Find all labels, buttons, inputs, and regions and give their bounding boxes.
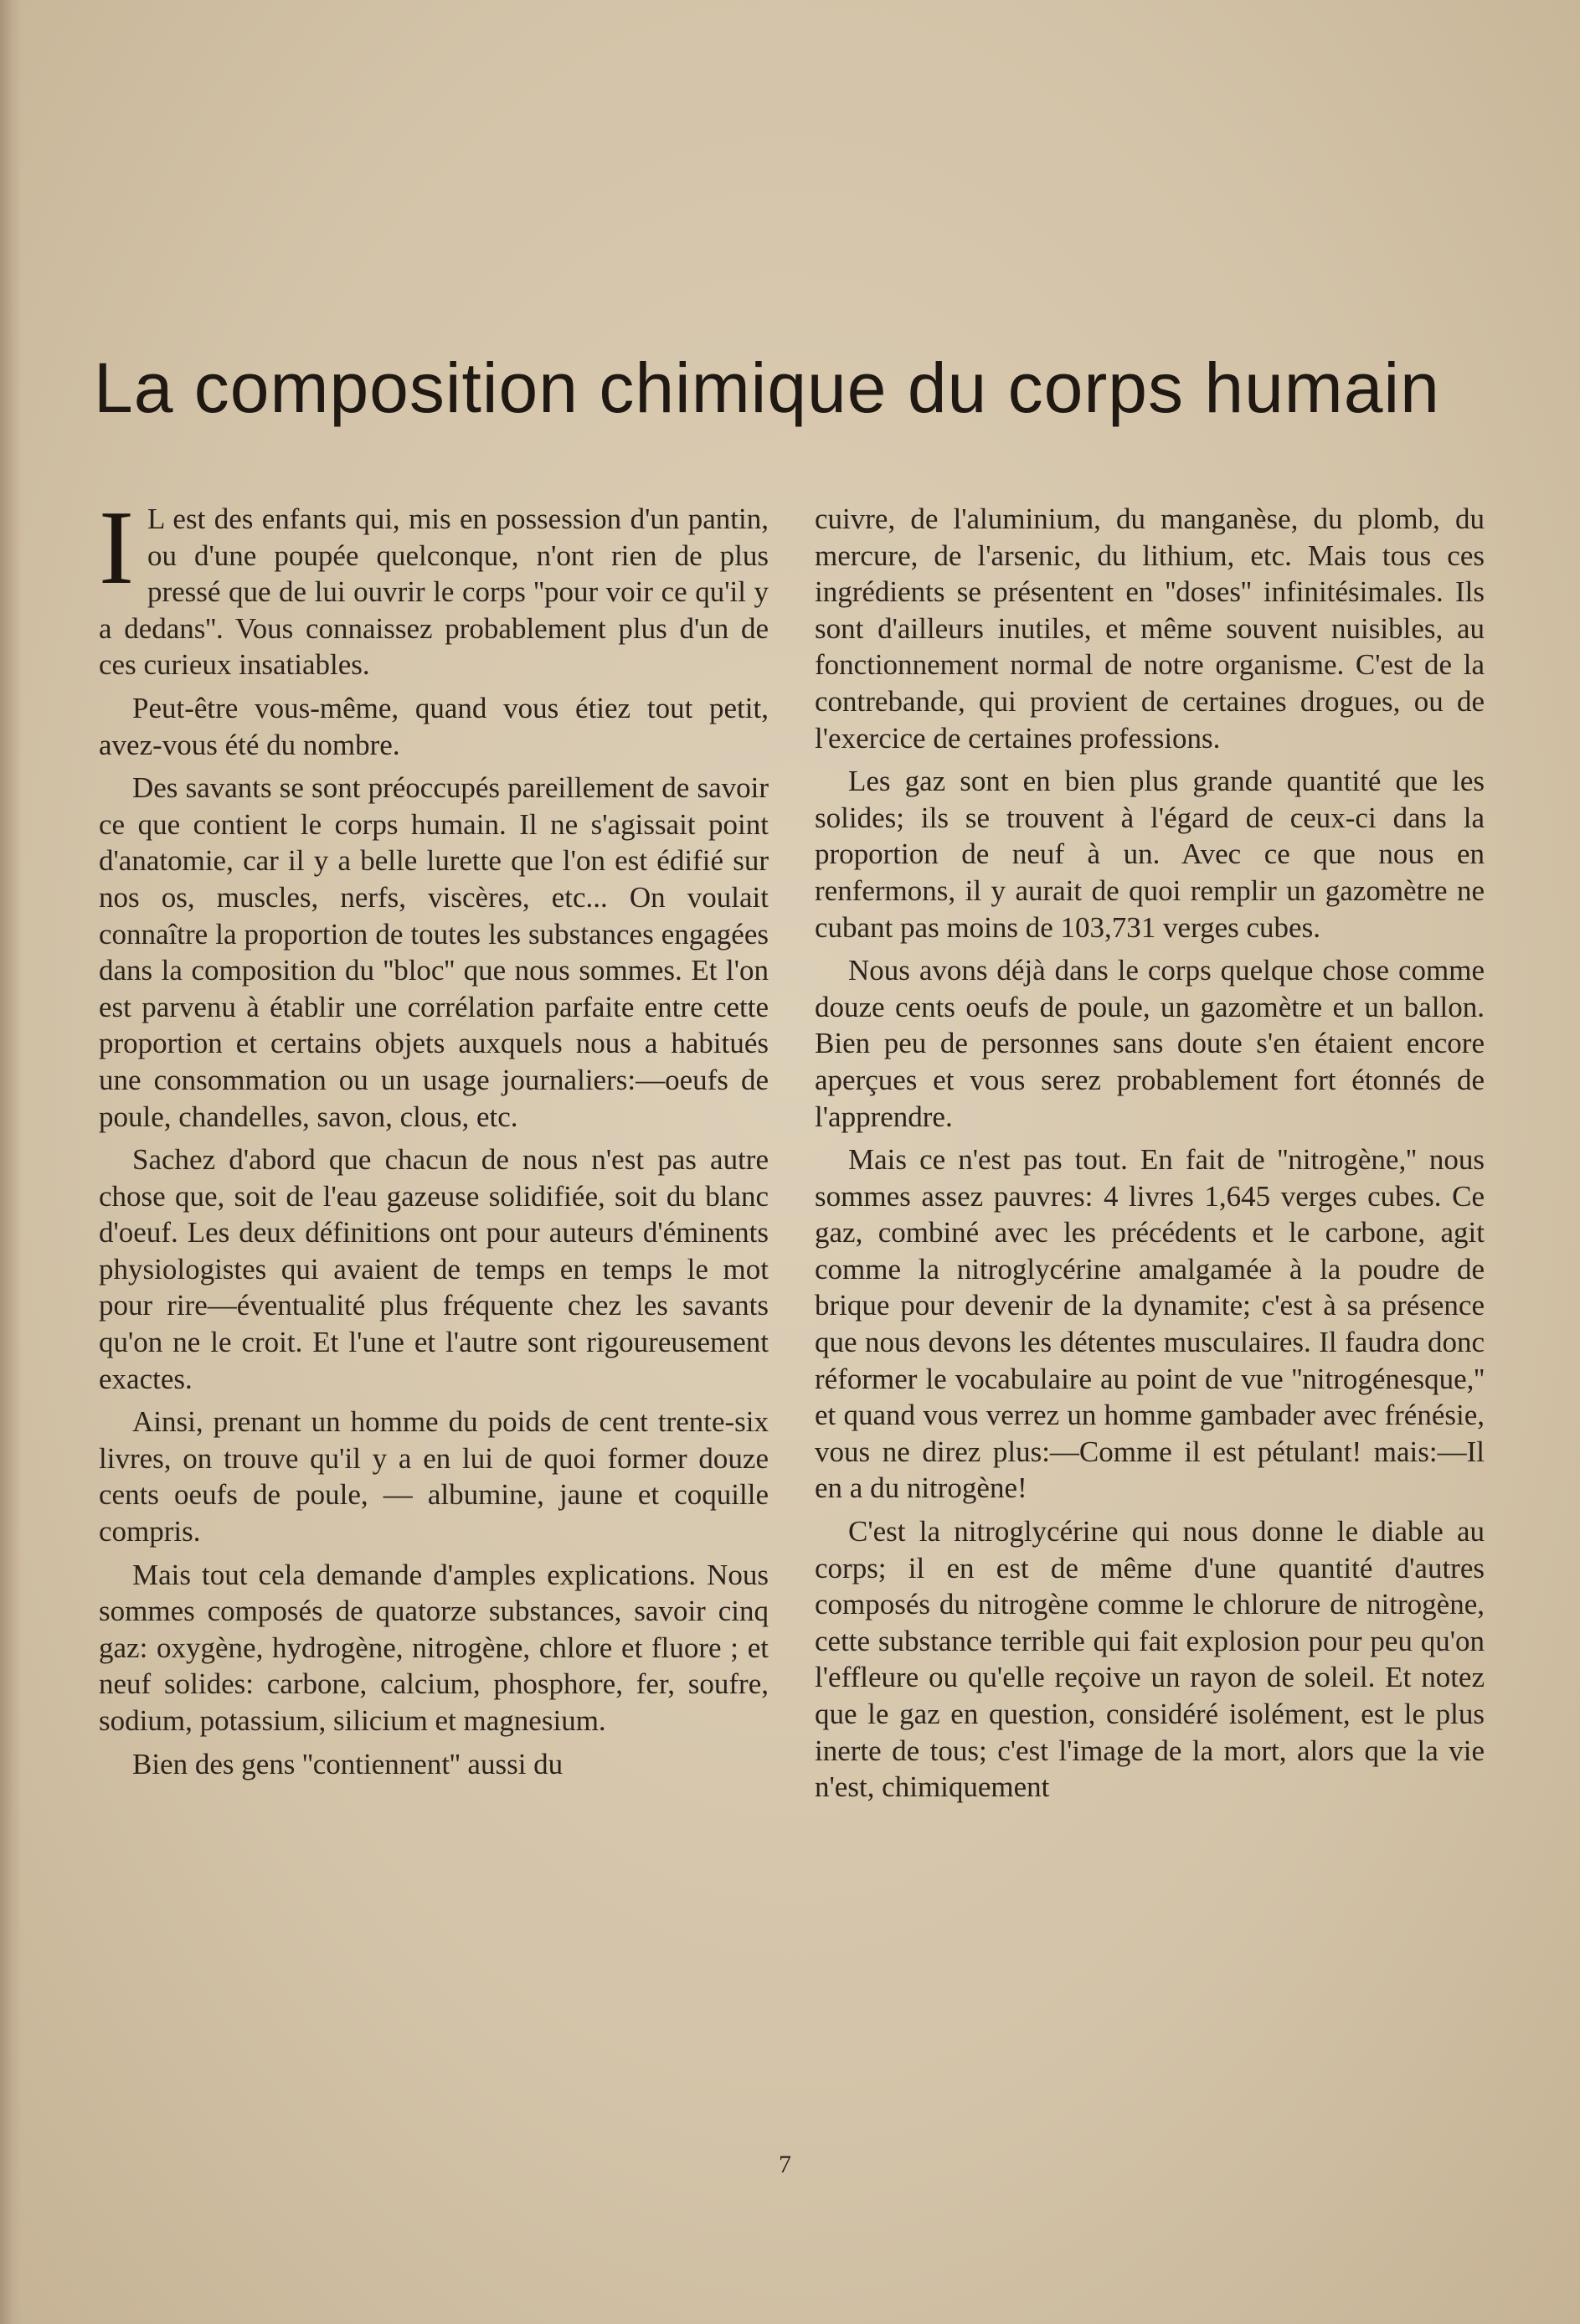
paragraph: C'est la nitroglycérine qui nous donne le diable au corps; il en est de même d'une quantité d'autres composés du nitrogène comme le chlorure de nitrogène, cette substance terrible qui fait explosion pour peu qu'on l'effleure ou qu'elle reçoive un rayon de soleil. Et notez que le gaz en question, considéré isolément, est le plus inerte de tous; c'est l'image de la mort, alors que la vie n'est, chimiquement: [815, 1515, 1485, 1804]
page-binding-edge: [0, 0, 22, 2324]
paragraph: cuivre, de l'aluminium, du manganèse, du plomb, du mercure, de l'arsenic, du lithium, etc. Mais tous ces ingrédients se présentent en ''doses'' infinitésimales. Ils sont d'ailleurs inutiles, et même souvent nuisibles, au fonctionnement normal de notre organisme. C'est de la contrebande, qui provient de certaines drogues, ou de l'exercice de certaines professions.: [815, 502, 1485, 755]
paragraph: Les gaz sont en bien plus grande quantité que les solides; ils se trouvent à l'égard de ceux-ci dans la proportion de neuf à un. Avec ce que nous en renfermons, il y aurait de quoi remplir un gazomètre ne cubant pas moins de 103,731 verges cubes.: [815, 765, 1485, 944]
paragraph: Nous avons déjà dans le corps quelque chose comme douze cents oeufs de poule, un gazomètre et un ballon. Bien peu de personnes sans doute s'en étaient encore aperçues et vous serez probablement fort étonnés de l'apprendre.: [815, 954, 1485, 1133]
paragraph: Ainsi, prenant un homme du poids de cent trente-six livres, on trouve qu'il y a en lui de quoi former douze cents oeufs de poule, — albumine, jaune et coquille compris.: [99, 1405, 769, 1548]
paragraph: Mais tout cela demande d'amples explications. Nous sommes composés de quatorze substances, savoir cinq gaz: oxygène, hydrogène, nitrogène, chlore et fluore ; et neuf solides: carbone, calcium, phosphore, fer, soufre, sodium, potassium, silicium et magnesium.: [99, 1558, 769, 1737]
paragraph: Bien des gens ''contiennent'' aussi du: [132, 1747, 564, 1780]
drop-cap: I: [99, 490, 134, 606]
paragraph: L est des enfants qui, mis en possession d'un pantin, ou d'une poupée quelconque, n'ont rien de plus pressé que de lui ouvrir le corps ''pour voir ce qu'il y a dedans''. Vous connaissez probablement plus d'un de ces curieux insatiables.: [99, 502, 769, 682]
right-column: [815, 501, 1485, 1806]
paragraph: Sachez d'abord que chacun de nous n'est pas autre chose que, soit de l'eau gazeuse solidifiée, soit du blanc d'oeuf. Les deux définitions ont pour auteurs d'éminents physiologistes qui avaient de temps en temps le mot pour rire—éventualité plus fréquente chez les savants qu'on ne le croit. Et l'une et l'autre sont rigoureusement exactes.: [99, 1143, 769, 1395]
paragraph: Mais ce n'est pas tout. En fait de ''nitrogène,'' nous sommes assez pauvres: 4 livres 1,645 verges cubes. Ce gaz, combiné avec les précédents et le carbone, agit comme la nitroglycérine amalgamée à la poudre de brique pour devenir de la dynamite; c'est à sa présence que nous devons les détentes musculaires. Il faudra donc réformer le vocabulaire au point de vue ''nitrogénesque,'' et quand vous verrez un homme gambader avec frénésie, vous ne direz plus:—Comme il est pétulant! mais:—Il en a du nitrogène!: [815, 1143, 1485, 1505]
paragraph: Des savants se sont préoccupés pareillement de savoir ce que contient le corps humain. Il ne s'agissait point d'anatomie, car il y a belle lurette que l'on est édifié sur nos os, muscles, nerfs, viscères, etc... On voulait connaître la proportion de toutes les substances engagées dans la composition du ''bloc'' que nous sommes. Et l'on est parvenu à établir une corrélation parfaite entre cette proportion et certains objets auxquels nous a habitués une consommation ou un usage journaliers:—oeufs de poule, chandelles, savon, clous, etc.: [99, 771, 769, 1133]
page-number: 7: [779, 2151, 791, 2178]
left-column: [99, 490, 769, 1782]
article-title: La composition chimique du corps humain: [94, 348, 1440, 427]
paragraph: Peut-être vous-même, quand vous étiez tout petit, avez-vous été du nombre.: [99, 691, 769, 761]
